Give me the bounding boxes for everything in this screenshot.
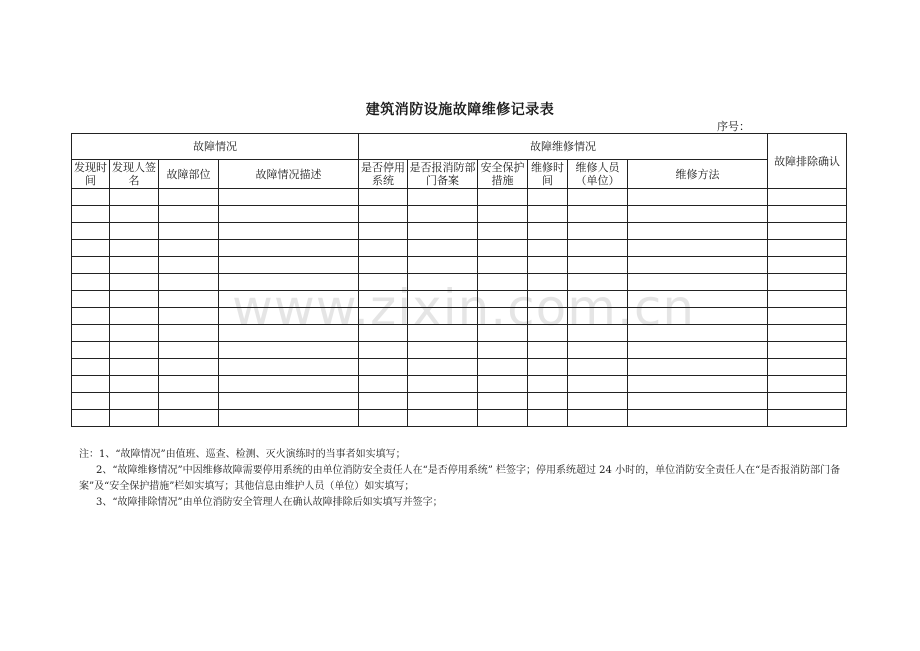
table-cell[interactable]	[478, 189, 528, 206]
table-cell[interactable]	[628, 223, 768, 240]
table-cell[interactable]	[159, 257, 219, 274]
table-row	[72, 189, 847, 206]
table-cell[interactable]	[219, 257, 359, 274]
table-cell[interactable]	[528, 410, 568, 427]
table-cell[interactable]	[72, 342, 110, 359]
table-cell[interactable]	[110, 291, 159, 308]
table-cell[interactable]	[159, 393, 219, 410]
table-cell[interactable]	[628, 206, 768, 223]
table-cell[interactable]	[528, 308, 568, 325]
table-cell[interactable]	[768, 376, 847, 393]
table-row	[72, 274, 847, 291]
table-cell[interactable]	[478, 410, 528, 427]
table-cell[interactable]	[110, 223, 159, 240]
table-cell[interactable]	[478, 291, 528, 308]
table-cell[interactable]	[568, 291, 628, 308]
table-cell[interactable]	[72, 359, 110, 376]
table-cell[interactable]	[72, 274, 110, 291]
table-cell[interactable]	[408, 342, 478, 359]
table-cell[interactable]	[768, 291, 847, 308]
system-stopped-header: 是否停用系统	[359, 160, 408, 189]
table-row	[72, 325, 847, 342]
fault-location-header: 故障部位	[159, 160, 219, 189]
table-row	[72, 393, 847, 410]
table-cell[interactable]	[72, 257, 110, 274]
table-cell[interactable]	[628, 410, 768, 427]
table-cell[interactable]	[568, 189, 628, 206]
table-cell[interactable]	[568, 274, 628, 291]
table-cell[interactable]	[110, 257, 159, 274]
table-cell[interactable]	[219, 240, 359, 257]
fault-cleared-confirm-header: 故障排除确认	[768, 134, 847, 189]
table-cell[interactable]	[628, 257, 768, 274]
table-cell[interactable]	[628, 325, 768, 342]
table-cell[interactable]	[628, 393, 768, 410]
table-cell[interactable]	[408, 274, 478, 291]
table-cell[interactable]	[628, 342, 768, 359]
table-cell[interactable]	[408, 308, 478, 325]
table-cell[interactable]	[628, 359, 768, 376]
table-cell[interactable]	[408, 206, 478, 223]
table-cell[interactable]	[219, 206, 359, 223]
table-cell[interactable]	[768, 308, 847, 325]
table-cell[interactable]	[478, 257, 528, 274]
table-cell[interactable]	[768, 359, 847, 376]
table-cell[interactable]	[528, 257, 568, 274]
table-cell[interactable]	[359, 291, 408, 308]
form-title: 建筑消防设施故障维修记录表	[365, 102, 555, 118]
table-cell[interactable]	[110, 189, 159, 206]
table-cell[interactable]	[408, 410, 478, 427]
note-2: 2、“故障维修情况”中因维修故障需要停用系统的由单位消防安全责任人在“是否停用系统” 栏签字；停用系统超过 24 小时的，单位消防安全责任人在“是否报消防部门备	[96, 465, 841, 476]
table-cell[interactable]	[478, 393, 528, 410]
table-row	[72, 257, 847, 274]
table-cell[interactable]	[72, 308, 110, 325]
table-cell[interactable]	[528, 342, 568, 359]
table-cell[interactable]	[110, 410, 159, 427]
repair-time-header: 维修时间	[528, 160, 568, 189]
table-cell[interactable]	[568, 308, 628, 325]
table-cell[interactable]	[359, 274, 408, 291]
table-cell[interactable]	[159, 410, 219, 427]
table-cell[interactable]	[408, 376, 478, 393]
table-cell[interactable]	[568, 223, 628, 240]
table-cell[interactable]	[72, 291, 110, 308]
table-cell[interactable]	[110, 240, 159, 257]
table-cell[interactable]	[359, 223, 408, 240]
table-cell[interactable]	[359, 393, 408, 410]
table-cell[interactable]	[478, 359, 528, 376]
table-cell[interactable]	[568, 410, 628, 427]
table-cell[interactable]	[159, 189, 219, 206]
table-cell[interactable]	[72, 189, 110, 206]
table-cell[interactable]	[359, 359, 408, 376]
table-cell[interactable]	[568, 325, 628, 342]
table-cell[interactable]	[359, 325, 408, 342]
table-cell[interactable]	[110, 393, 159, 410]
reported-fire-dept-header: 是否报消防部门备案	[409, 161, 476, 187]
table-cell[interactable]	[528, 325, 568, 342]
form-notes	[79, 447, 859, 511]
table-cell[interactable]	[359, 342, 408, 359]
table-cell[interactable]	[72, 240, 110, 257]
table-cell[interactable]	[528, 393, 568, 410]
table-cell[interactable]	[768, 325, 847, 342]
table-cell[interactable]	[768, 410, 847, 427]
table-cell[interactable]	[110, 274, 159, 291]
table-cell[interactable]	[159, 308, 219, 325]
table-cell[interactable]	[628, 189, 768, 206]
table-cell[interactable]	[568, 376, 628, 393]
table-cell[interactable]	[359, 189, 408, 206]
table-cell[interactable]	[478, 223, 528, 240]
table-cell[interactable]	[219, 308, 359, 325]
table-cell[interactable]	[628, 274, 768, 291]
table-cell[interactable]	[219, 393, 359, 410]
table-cell[interactable]	[768, 257, 847, 274]
safety-measures-header: 安全保护措施	[478, 160, 528, 189]
note-3: 3、“故障排除情况”由单位消防安全管理人在确认故障排除后如实填写并签字；	[96, 497, 443, 508]
found-time-header: 发现时间	[72, 160, 110, 189]
table-cell[interactable]	[478, 206, 528, 223]
table-cell[interactable]	[159, 291, 219, 308]
table-cell[interactable]	[478, 274, 528, 291]
table-cell[interactable]	[408, 189, 478, 206]
table-cell[interactable]	[528, 291, 568, 308]
table-cell[interactable]	[568, 206, 628, 223]
watermark-text: www.zixin.com.cn	[232, 279, 696, 337]
table-cell[interactable]	[768, 223, 847, 240]
table-cell[interactable]	[528, 274, 568, 291]
table-cell[interactable]	[628, 376, 768, 393]
repair-info-group-header: 故障维修情况	[359, 134, 768, 160]
table-cell[interactable]	[219, 410, 359, 427]
table-cell[interactable]	[219, 189, 359, 206]
table-cell[interactable]	[359, 240, 408, 257]
table-row	[72, 308, 847, 325]
table-cell[interactable]	[408, 325, 478, 342]
fault-info-group-header: 故障情况	[72, 134, 359, 160]
table-cell[interactable]	[359, 257, 408, 274]
table-cell[interactable]	[359, 410, 408, 427]
table-cell[interactable]	[110, 206, 159, 223]
table-cell[interactable]	[219, 325, 359, 342]
table-cell[interactable]	[568, 393, 628, 410]
table-cell[interactable]	[159, 342, 219, 359]
repair-person-header: 维修人员（单位）	[568, 160, 628, 189]
table-cell[interactable]	[72, 206, 110, 223]
table-cell[interactable]	[568, 342, 628, 359]
table-cell[interactable]	[159, 274, 219, 291]
table-cell[interactable]	[219, 376, 359, 393]
table-cell[interactable]	[219, 342, 359, 359]
table-row	[72, 223, 847, 240]
table-cell[interactable]	[159, 359, 219, 376]
table-cell[interactable]	[219, 291, 359, 308]
table-cell[interactable]	[159, 206, 219, 223]
table-row	[72, 206, 847, 223]
repair-method-header: 维修方法	[628, 160, 768, 189]
table-cell[interactable]	[768, 274, 847, 291]
table-cell[interactable]	[408, 359, 478, 376]
table-row	[72, 342, 847, 359]
table-cell[interactable]	[72, 393, 110, 410]
table-cell[interactable]	[528, 376, 568, 393]
table-cell[interactable]	[628, 308, 768, 325]
table-cell[interactable]	[568, 257, 628, 274]
table-cell[interactable]	[219, 223, 359, 240]
table-cell[interactable]	[110, 342, 159, 359]
table-cell[interactable]	[528, 223, 568, 240]
table-cell[interactable]	[768, 206, 847, 223]
table-cell[interactable]	[159, 325, 219, 342]
table-cell[interactable]	[72, 376, 110, 393]
table-cell[interactable]	[478, 325, 528, 342]
table-cell[interactable]	[528, 359, 568, 376]
table-row	[72, 359, 847, 376]
note-1: 注：1、“故障情况”由值班、巡查、检测、灭火演练时的当事者如实填写；	[79, 449, 406, 460]
finder-sign-header: 发现人签名	[110, 160, 159, 189]
repair-record-table	[71, 133, 847, 427]
table-cell[interactable]	[568, 359, 628, 376]
table-cell[interactable]	[359, 308, 408, 325]
table-cell[interactable]	[408, 257, 478, 274]
table-cell[interactable]	[219, 359, 359, 376]
table-cell[interactable]	[768, 240, 847, 257]
table-cell[interactable]	[478, 308, 528, 325]
table-cell[interactable]	[72, 223, 110, 240]
table-cell[interactable]	[768, 342, 847, 359]
note-2-continued: 案”及“安全保护措施”栏如实填写；其他信息由维护人员（单位）如实填写；	[79, 481, 415, 492]
table-cell[interactable]	[408, 291, 478, 308]
table-cell[interactable]	[568, 240, 628, 257]
table-row	[72, 291, 847, 308]
table-cell[interactable]	[110, 308, 159, 325]
table-cell[interactable]	[359, 206, 408, 223]
table-cell[interactable]	[768, 393, 847, 410]
serial-number-label: 序号：	[717, 120, 750, 133]
table-row	[72, 240, 847, 257]
table-cell[interactable]	[72, 325, 110, 342]
table-cell[interactable]	[219, 274, 359, 291]
table-row	[72, 410, 847, 427]
table-cell[interactable]	[72, 410, 110, 427]
table-cell[interactable]	[408, 223, 478, 240]
table-cell[interactable]	[359, 376, 408, 393]
table-cell[interactable]	[528, 240, 568, 257]
table-cell[interactable]	[478, 376, 528, 393]
table-cell[interactable]	[478, 342, 528, 359]
table-cell[interactable]	[110, 359, 159, 376]
table-cell[interactable]	[408, 393, 478, 410]
table-cell[interactable]	[408, 240, 478, 257]
table-row	[72, 376, 847, 393]
table-cell[interactable]	[628, 240, 768, 257]
table-cell[interactable]	[159, 376, 219, 393]
table-cell[interactable]	[478, 240, 528, 257]
fault-description-header: 故障情况描述	[219, 160, 359, 189]
table-cell[interactable]	[768, 189, 847, 206]
table-cell[interactable]	[528, 189, 568, 206]
table-cell[interactable]	[159, 240, 219, 257]
table-cell[interactable]	[110, 376, 159, 393]
table-cell[interactable]	[628, 291, 768, 308]
table-cell[interactable]	[159, 223, 219, 240]
record-table-body	[72, 189, 847, 427]
table-cell[interactable]	[528, 206, 568, 223]
table-cell[interactable]	[110, 325, 159, 342]
